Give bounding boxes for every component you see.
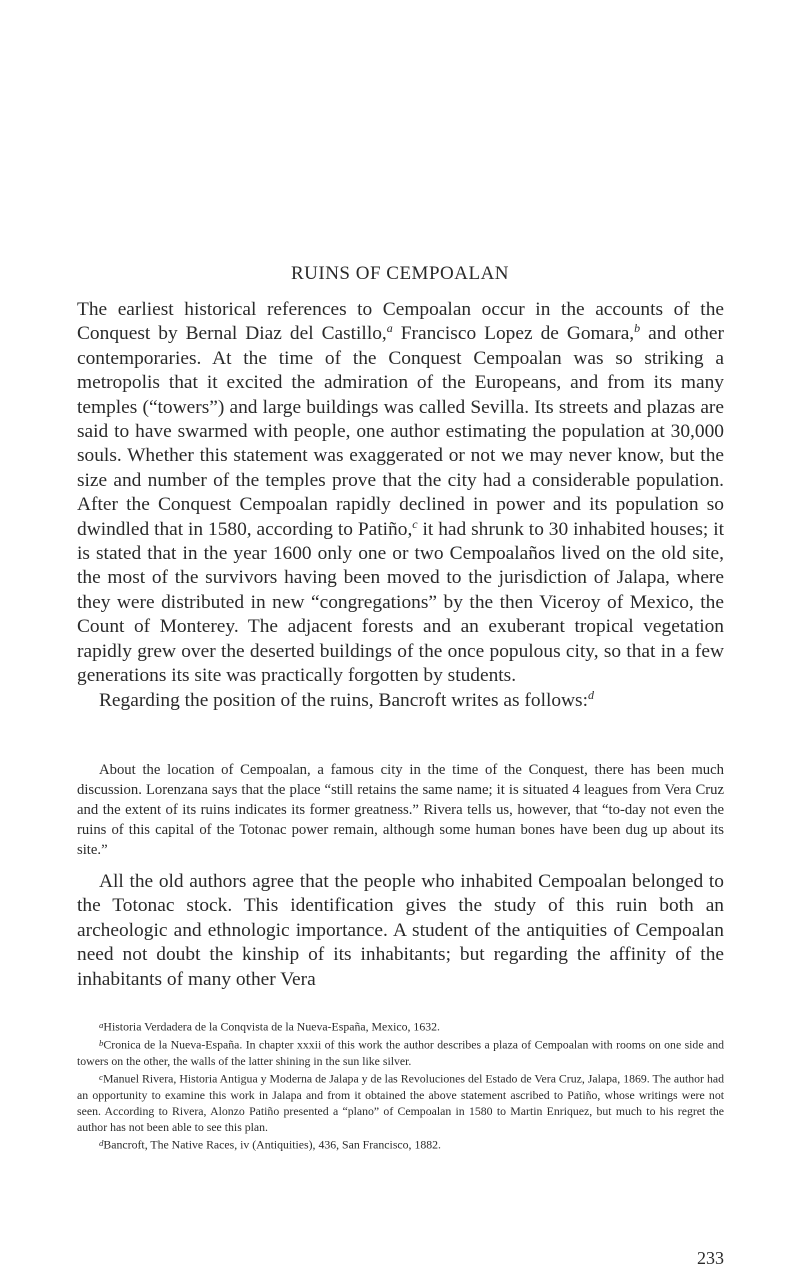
footnote-d: $^d$Bancroft, The Native Races, iv (Antiquities), 436, San Francisco, 1882. bbox=[99, 1137, 441, 1152]
footnote-ref-b: b bbox=[634, 321, 641, 336]
main-text bbox=[77, 298, 724, 713]
footnote-ref-c: c bbox=[412, 516, 418, 531]
paragraph-3: All the old authors agree that the people who inhabited Cempoalan belonged to the Totonac stock. This identification gives the study of this ruin both an archeologic and ethnologic importance. A student of the antiquities of Cempoalan need not doubt the kinship of its inhabitants; but regarding the affinity of the inhabitants of many other Vera bbox=[77, 871, 724, 990]
block-quote bbox=[77, 760, 724, 860]
running-head: RUINS OF CEMPOALAN bbox=[290, 263, 510, 284]
footnote-c: $^c$Manuel Rivera, Historia Antigua y Moderna de Jalapa y de las Revoluciones del Estado de Vera Cruz, Jalapa, 1869. The author had an opportunity to examine this work in Jalapa and from it obtained the above statement ascribed to Patiño, whose writings were not seen. According to Rivera, Alonzo Patiño presented a “plano” of Cempoalan in 1580 to Martin Enriquez, but much to his regret the author has not been able to see this plan. bbox=[77, 1071, 724, 1135]
quote-text: About the location of Cempoalan, a famous city in the time of the Conquest, there has been much discussion. Lorenzana says that the place “still retains the same name; it is situated 4 leagues from Vera Cruz and the extent of its ruins indicates its former greatness.” Rivera tells us, however, that “to-day not even the ruins of this capital of the Totonac power remain, although some human bones have been dug up about its site.” bbox=[77, 762, 724, 858]
page-number: 233 bbox=[697, 1248, 724, 1268]
continuing-text bbox=[77, 870, 724, 992]
footnote-a: $^a$Historia Verdadera de la Conqvista de la Nueva-España, Mexico, 1632. bbox=[99, 1019, 440, 1034]
paragraph-2: Regarding the position of the ruins, Bancroft writes as follows:$^d$ bbox=[99, 687, 595, 711]
footnote-ref-a: a bbox=[386, 321, 393, 336]
paragraph-1: The earliest historical references to Cempoalan occur in the accounts of the Conquest by Bernal Diaz del Castillo,$^a$ Francisco Lopez de Gomara,$^b$ and other contemporaries. At the time of the Conquest Cempoalan was so striking a metropolis that it excited the admiration of the Europeans, and from its many temples (“towers”) and large buildings was called Sevilla. Its streets and plazas are said to have swarmed with people, one author estimating the population at 30,000 souls. Whether this statement was exaggerated or not we may never know, but the size and number of the temples prove that the city had a considerable population. After the Conquest Cempoalan rapidly declined in power and its population so dwindled that in 1580, according to Patiño,$^c$ it had shrunk to 30 inhabited houses; it is stated that in the year 1600 only one or two Cempoalaños lived on the old site, the most of the survivors having been moved to the jurisdiction of Jalapa, where they were distributed in new “congregations” by the then Viceroy of Mexico, the Count of Monterey. The adjacent forests and an exuberant tropical vegetation rapidly grew over the deserted buildings of the once populous city, so that in a few generations its site was practically forgotten by students. bbox=[77, 299, 724, 687]
footnote-ref-d: d bbox=[588, 687, 595, 702]
footnote-b: $^b$Cronica de la Nueva-España. In chapter xxxii of this work the author describes a plaza of Cempoalan with rooms on one side and towers on the other, the walls of the latter shining in the sun like silver. bbox=[77, 1037, 724, 1068]
footnotes bbox=[77, 1017, 724, 1153]
